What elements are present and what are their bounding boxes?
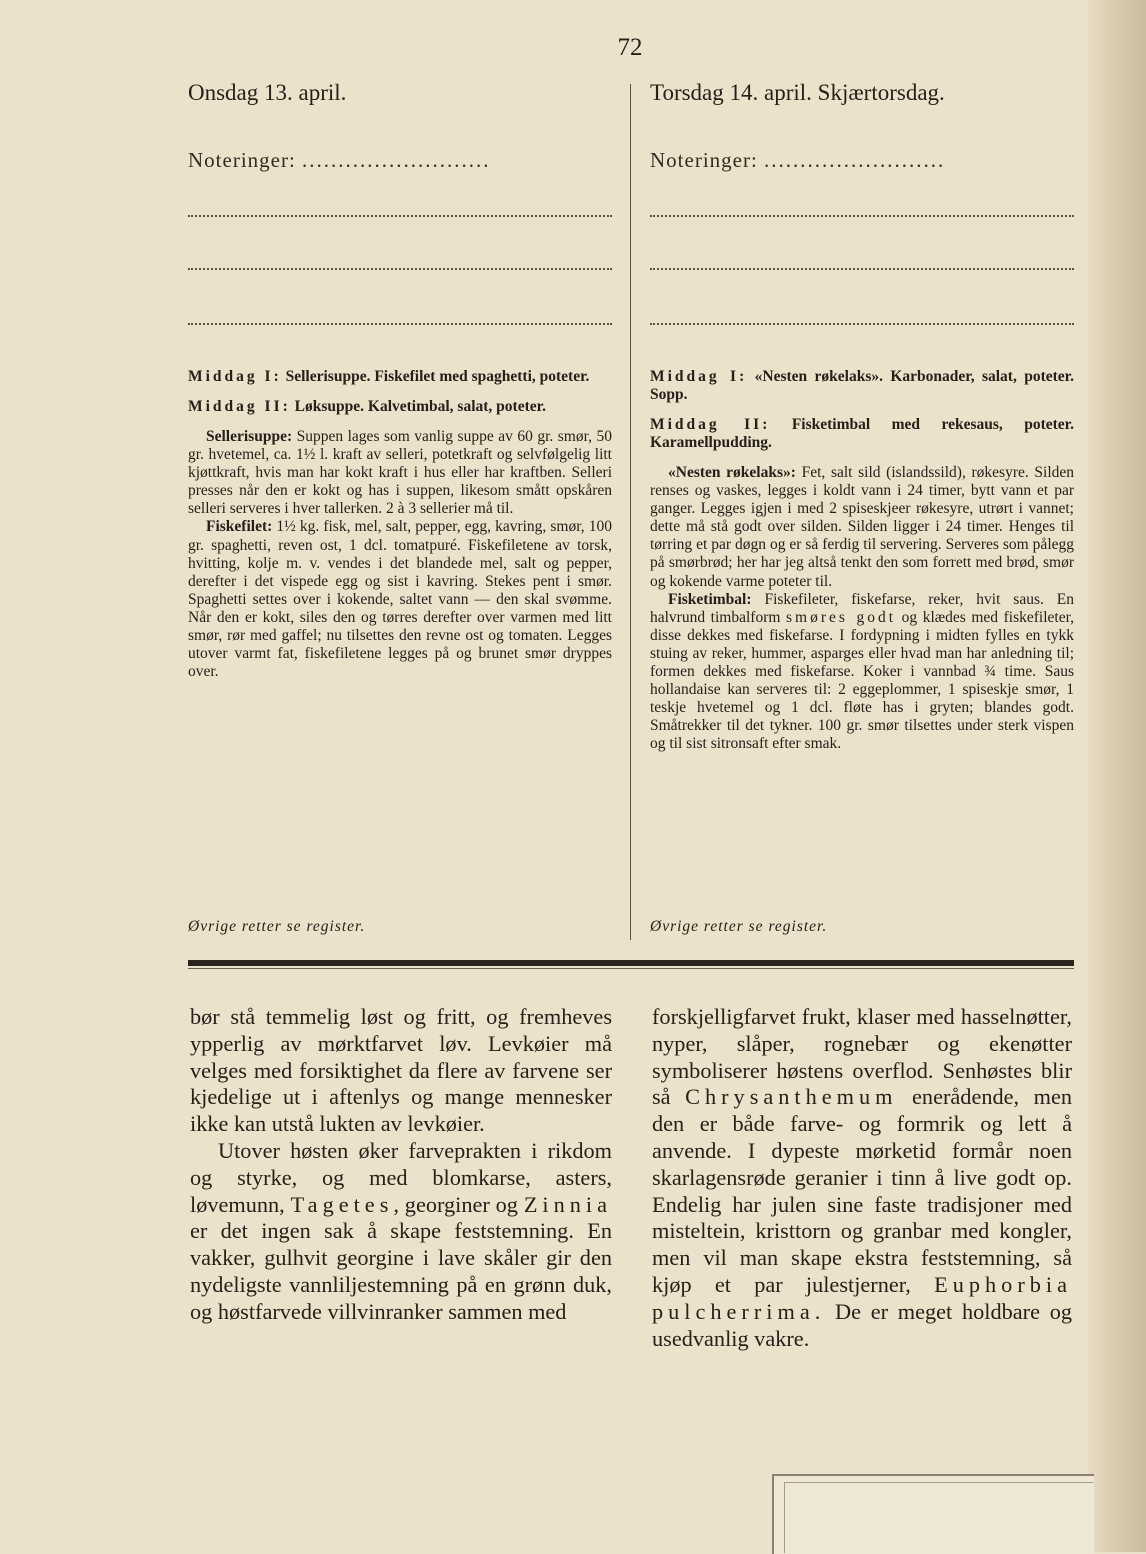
right-recipe-1 [650, 464, 1074, 591]
article-left-paragraph-2 [190, 1138, 612, 1326]
right-recipe1-text: Fet, salt sild (islandssild), røkesyre. Silden renses og vaskes, legges i koldt vann i 24 timer, bytt vann et par ganger. Legges igjen i med 2 spiseskjeer røkesyre, utrørt i vannet; dette må stå godt over silden. Silden ligger i 24 timer. Henges til tørring et par døgn og er så ferdig til servering. Serveres som pålegg på smørbrød; her har jeg altså tenkt den som forrett med brød, smør og kokende varme poteter til. [650, 464, 1075, 590]
article-left-p2-a: Utover høsten øker farveprakten i rikdom og styrke, og med blomkarse, asters, løvemunn, [190, 1137, 612, 1217]
left-day-heading: Onsdag 13. april. [188, 80, 347, 105]
left-notes-dots: .......................... [302, 148, 491, 172]
right-notes-dots: ......................... [764, 148, 946, 172]
left-menu1-label: Middag I: [188, 368, 282, 385]
left-footer: Øvrige retter se register. [188, 918, 366, 935]
article-right-a: forskjelligfarvet frukt, klaser med hasselnøtter, nyper, slåper, rognebær og ekenøtter symboliserer høstens overflod. Senhøstes blir så [652, 1004, 1072, 1110]
left-recipe-2 [188, 518, 612, 681]
left-menu2-label: Middag II: [188, 398, 291, 415]
left-notes-label: Noteringer: [188, 148, 296, 172]
library-stamp-inner [784, 1482, 1093, 1553]
left-menu [188, 368, 612, 681]
left-recipes [188, 428, 612, 681]
right-recipe2-text-a: Fiskefileter, fiskefarse, reker, hvit saus. En halvrund timbalform [650, 590, 1074, 626]
article-left-zinnia: Zinnia [523, 1191, 613, 1217]
page-number: 72 [617, 34, 643, 61]
right-recipe2-title: Fisketimbal: [668, 590, 752, 608]
right-menu-1 [650, 368, 1074, 404]
article-right-c: De er meget holdbare og usedvanlig vakre. [652, 1298, 1072, 1351]
article-right-column [652, 1004, 1072, 1352]
left-recipe2-text: 1½ kg. fisk, mel, salt, pepper, egg, kavring, smør, 100 gr. spaghetti, reven ost, 1 dcl. tomatpuré. Fiskefiletene av torsk, hvitting, kolje m. v. vendes i det blandede mel, salt og pepper, derefter i det vispede egg og sist i kavring. Stekes pent i smør. Spaghetti settes over i kokende, saltet vann — den skal svømme. Når den er kokt, siles den og tørres derefter over varmen med litt smør, rør med gaffel; nu tilsettes den revne ost og tomaten. Legges utover varmt fat, fiskefiletene legges på og brunet smør dryppes over. [188, 518, 612, 681]
article-left-p2-b: , georginer og [393, 1191, 518, 1217]
right-menu2-label: Middag II: [650, 416, 771, 433]
left-menu-2 [188, 398, 612, 416]
right-menu1-label: Middag I: [650, 368, 748, 385]
left-notes-dotline-3[interactable] [188, 323, 612, 325]
page-edge-shadow [1088, 0, 1146, 1552]
section-rule [188, 960, 1074, 966]
article-left-p2-c: er det ingen sak å skape feststemning. En vakker, gulhvit georgine i lave skåler gir den nydeligste vannliljestemning på en grønn duk, og høstfarvede villvinranker sammen med [190, 1218, 612, 1324]
left-notes-line [188, 148, 491, 173]
left-menu2-text: Løksuppe. Kalvetimbal, salat, poteter. [294, 398, 546, 415]
article-right-chrysanthemum: Chrysanthemum [685, 1084, 898, 1110]
article-right-euphorbia: Euphorbia pulcherrima. [652, 1271, 1072, 1324]
left-recipe1-text: Suppen lages som vanlig suppe av 60 gr. smør, 50 gr. hvetemel, ca. 1½ l. kraft av selleri, potetkraft og selvfølgelig litt kjøttkraft, hvis man har kokt kraft i hus eller har kraftben. Selleri presses når den er kokt og has i suppen, likesom smått opskåren selleri serveres i hver tallerken. 2 à 3 sellerier må til. [188, 428, 613, 518]
article-left-tagetes: Tagetes [290, 1191, 394, 1217]
left-recipe-1 [188, 428, 612, 518]
right-day-heading: Torsdag 14. april. Skjærtorsdag. [650, 80, 945, 105]
left-recipe1-title: Sellerisuppe: [206, 428, 293, 445]
right-recipes [650, 464, 1074, 754]
left-notes-dotline-2[interactable] [188, 268, 612, 270]
right-menu2-text: Fisketimbal med rekesaus, poteter. Karamellpudding. [650, 416, 1075, 451]
right-menu [650, 368, 1074, 754]
right-notes-line [650, 148, 945, 173]
right-notes-label: Noteringer: [650, 148, 758, 172]
article-right-b: enerådende, men den er både farve- og formrik og lett å anvende. I dypeste mørketid formår noen skarlagensrøde geranier i tinn å live godt op. Endelig har julen sine faste tradisjoner med misteltein, kristtorn og granbar med kongler, men vil man skape ekstra feststemning, så kjøp et par julestjerner, [652, 1084, 1073, 1297]
article-right-paragraph [652, 1004, 1072, 1352]
right-notes-dotline-2[interactable] [650, 268, 1074, 270]
left-notes-dotline-1[interactable] [188, 215, 612, 217]
article-left-paragraph-1: bør stå temmelig løst og fritt, og fremheves ypperlig av mørktfarvet løv. Levkøier må velges med forsiktighet da flere av farvene ser kjedelige ut i aftenlys og mange mennesker ikke kan utstå lukten av levkøier. [190, 1004, 612, 1137]
left-recipe2-title: Fiskefilet: [206, 518, 273, 536]
right-recipe-2 [650, 591, 1074, 754]
right-menu-2 [650, 416, 1074, 452]
left-menu1-text: Sellerisuppe. Fiskefilet med spaghetti, poteter. [285, 368, 590, 385]
right-recipe2-text-b: og klædes med fiskefileter, disse dekkes med fiskefarse. I fordypning i midten fylles en tykk stuing av reker, hummer, asparges eller hvad man har anledning til; formen dekkes med fiskefarse. Koker i vannbad ¾ time. Saus hollandaise kan serveres til: 2 eggeplommer, 1 spiseskje smør, 1 teskje hvetemel og 1 dcl. fløte has i gryten; blandes godt. Småtrekker til det tykner. 100 gr. smør tilsettes under sterk vispen og til sist sitronsaft efter smak. [650, 608, 1074, 753]
article-left-column [190, 1004, 612, 1326]
right-recipe2-spaced: smøres godt [786, 608, 897, 626]
section-rule-thin [188, 968, 1074, 969]
column-divider [630, 84, 631, 940]
right-menu1-text: «Nesten røkelaks». Karbonader, salat, poteter. Sopp. [650, 368, 1075, 403]
right-footer: Øvrige retter se register. [650, 918, 828, 935]
right-notes-dotline-3[interactable] [650, 323, 1074, 325]
left-menu-1 [188, 368, 612, 386]
right-notes-dotline-1[interactable] [650, 215, 1074, 217]
right-recipe1-title: «Nesten røkelaks»: [668, 464, 796, 481]
